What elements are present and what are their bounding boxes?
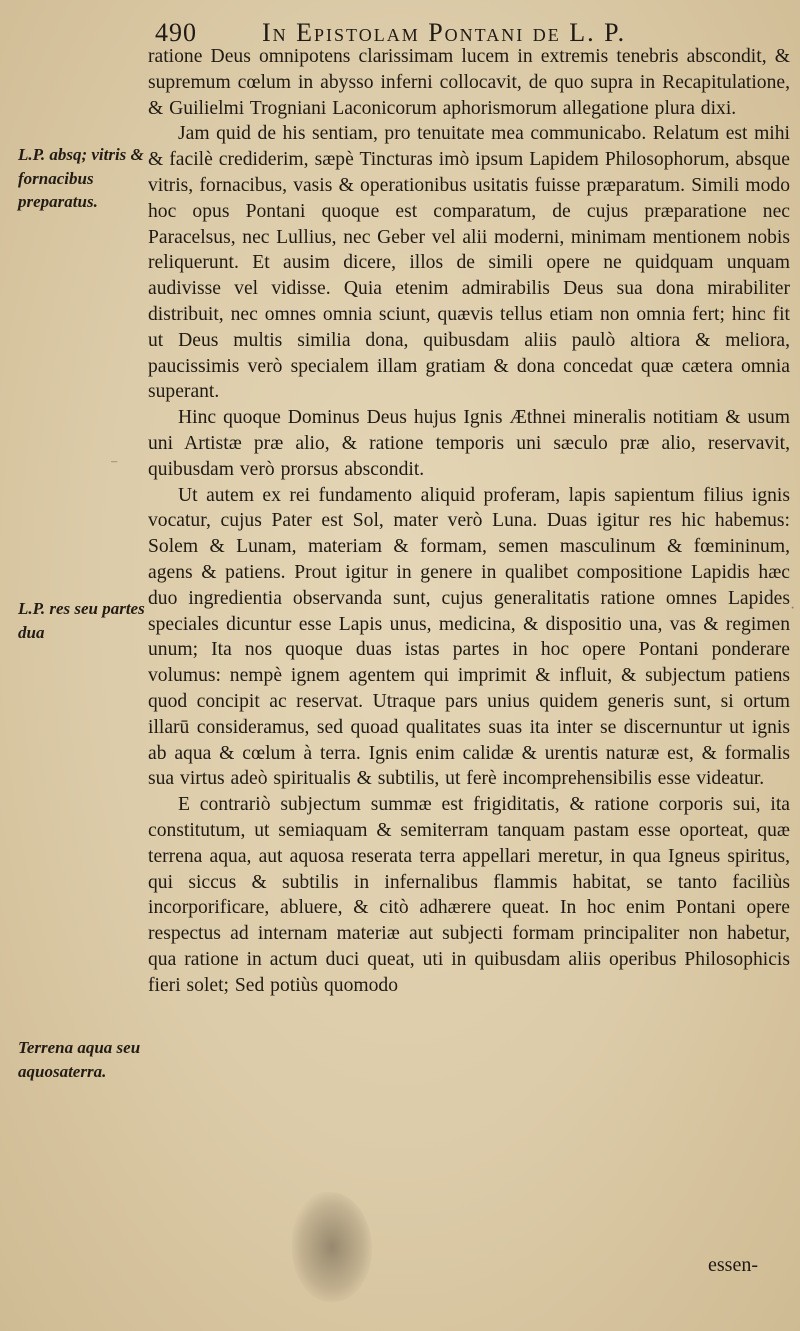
margin-note-3: Terrena aqua seu aquosaterra. [18, 1038, 141, 1081]
pencil-mark: ⁻ [110, 457, 119, 474]
main-text [148, 44, 790, 998]
paper-stain [292, 1192, 372, 1302]
running-title: In Epistolam Pontani de L. P. [262, 18, 627, 47]
paragraph-3: Hinc quoque Dominus Deus hujus Ignis Æthnei mineralis notitiam & usum uni Artistæ præ alio, & ratione temporis uni sæculo præ alio, reservavit, quibusdam verò prorsus abscondit. [148, 407, 790, 480]
paragraph-2: Jam quid de his sentiam, pro tenuitate mea communicabo. Relatum est mihi & facilè crediderim, sæpè Tincturas imò ipsum Lapidem Philosophorum, absque vitris, fornacibus, vasis & operationibus usitatis fuisse præparatum. Simili modo hoc opus Pontani quoque est comparatum, de cujus præparatione nec Paracelsus, nec Lullius, nec Geber vel alii moderni, minimam mentionem nobis reliquerunt. Et ausim dicere, illos de simili opere ne quidquam unquam audivisse vel vidisse. Quia etenim admirabilis Deus sua dona mirabiliter distribuit, nec omnes omnia sciunt, quævis tellus etiam non omnia fert; hinc fit ut Deus multis similia dona, quibusdam aliis paulò altiora & meliora, paucissimis verò specialem illam gratiam & dona concedat quæ cætera omnia superant. [148, 123, 790, 403]
margin-note-1: L.P. absq; vitris & fornacibus preparatus. [18, 145, 144, 211]
catchword: essen- [708, 1254, 758, 1276]
paragraph-1: ratione Deus omnipotens clarissimam lucem in extremis tenebris abscondit, & supremum cœlum in abysso inferni collocavit, de quo supra in Recapitulatione, & Guilielmi Trogniani Laconicorum aphorismorum allegatione plura dixi. [148, 46, 790, 119]
paragraph-4: Ut autem ex rei fundamento aliquid proferam, lapis sapientum filius ignis vocatur, cujus Pater est Sol, mater verò Luna. Duas igitur res hic habemus: Solem & Lunam, materiam & formam, semen masculinum & fœmininum, agens & patiens. Prout igitur in genere in qualibet compositione Lapidis hæc duo ingredientia observanda sunt, cujus generalitatis ratione omnes Lapides speciales dicuntur esse Lapis unus, medicina, & dispositio una, vas & regimen unum; Ita nos quoque duas istas partes in hoc opere Pontani ponderare volumus: nempè ignem agentem qui imprimit & influit, & subjectum patiens quod concipit ac reservat. Utraque pars unius quidem generis sunt, si ortum illarū consideramus, sed quoad qualitates suas ita inter se discernuntur ut ignis ab aqua & cœlum à terra. Ignis enim calidæ & urentis naturæ est, & formalis sua virtus adeò spiritualis & subtilis, ut ferè incomprehensibilis esse videatur. [148, 484, 790, 790]
page-number: 490 [155, 18, 197, 47]
paragraph-5: E contrariò subjectum summæ est frigiditatis, & ratione corporis sui, ita constitutum, ut semiaquam & semiterram tanquam pastam esse oporteat, quæ terrena aqua, aut aquosa reserata terra appellari meretur, in qua Igneus spiritus, qui siccus & subtilis in infernalibus flammis habitat, se tanto faciliùs incorporificare, abluere, & citò adhærere queat. In hoc enim Pontani opere respectus ad internam materiæ aut subjecti formam principaliter non habetur, qua ratione in actum duci queat, uti in quibusdam aliis operibus Philosophicis fieri solet; Sed potiùs quomodo [148, 794, 790, 996]
edge-mark: · [790, 600, 796, 617]
margin-note-2: L.P. res seu partes dua [18, 599, 145, 642]
